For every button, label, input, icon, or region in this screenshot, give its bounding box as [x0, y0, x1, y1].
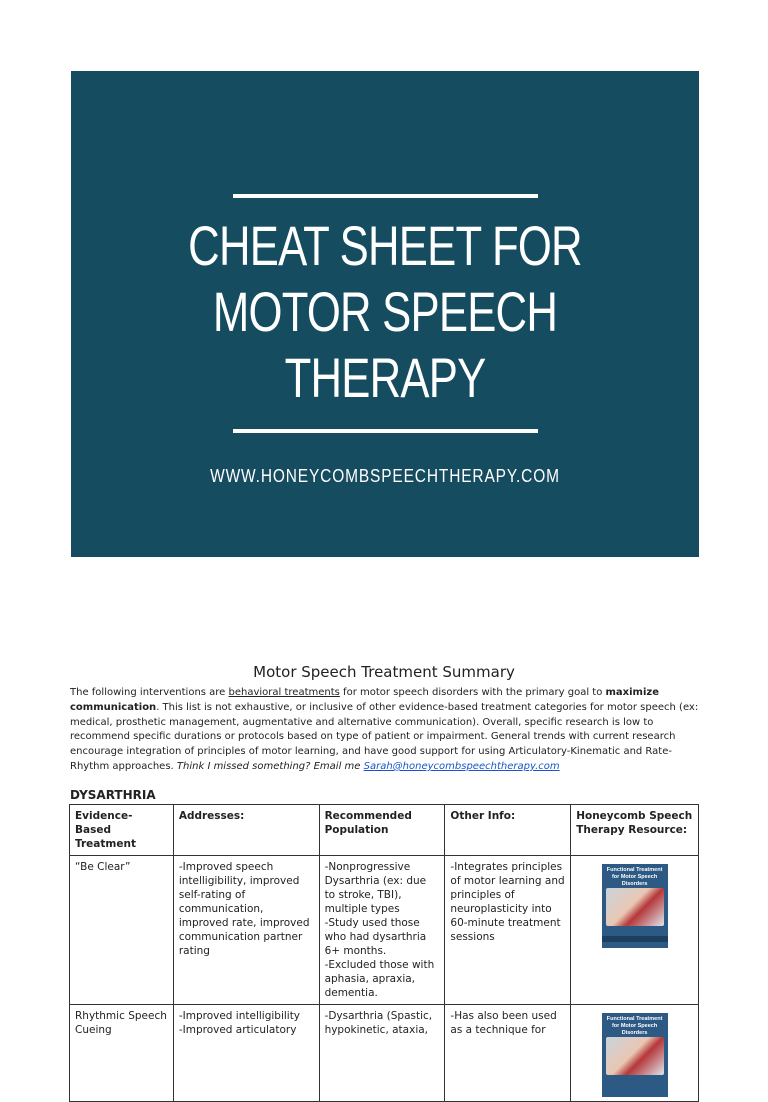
cover-banner: [71, 71, 699, 557]
intro-text-3: . This list is not exhaustive, or inclusive of other evidence-based treatment categories for motor speech (ex: medical, prosthetic management, augmentative and alternative communication). Overall, specific research is low to recommend specific durations or protocols based on type of patient or impairment. General trends with current research encourage integration of principles of motor learning, and have good support for using Articulatory-Kinematic and Rate-Rhythm approaches.: [70, 701, 699, 772]
banner-title-line-1: CHEAT SHEET FOR: [188, 214, 582, 277]
banner-title: [140, 213, 630, 411]
cell-other-info: -Has also been used as a technique for: [445, 1005, 571, 1102]
table-row: [70, 856, 699, 1005]
banner-rule-top: [233, 194, 538, 198]
cell-resource: [571, 1005, 699, 1102]
banner-title-line-2: MOTOR SPEECH: [212, 280, 558, 343]
book-cover-image: [606, 888, 664, 926]
table-row: [70, 1005, 699, 1102]
intro-bold: maximize communication: [70, 687, 660, 713]
banner-rule-bottom: [233, 429, 538, 433]
cell-addresses: -Improved speech intelligibility, improved self-rating of communication, improved rate, improved communication partner rating: [173, 856, 319, 1005]
intro-text-2: for motor speech disorders with the primary goal to: [339, 687, 606, 698]
summary-title: Motor Speech Treatment Summary: [253, 663, 515, 681]
resource-book-cover[interactable]: [602, 864, 668, 948]
header-other-info: Other Info:: [445, 805, 571, 856]
table-header-row: [70, 805, 699, 856]
cell-resource: [571, 856, 699, 1005]
book-cover-title: Functional Treatment for Motor Speech Disorders: [606, 1016, 663, 1036]
dysarthria-table: [69, 804, 699, 1102]
cell-treatment: “Be Clear”: [70, 856, 174, 1005]
header-treatment: Evidence-Based Treatment: [70, 805, 174, 856]
book-cover-stripe: [602, 936, 668, 942]
dysarthria-heading: DYSARTHRIA: [70, 788, 156, 802]
cell-population: -Nonprogressive Dysarthria (ex: due to stroke, TBI), multiple types -Study used those who had dysarthria 6+ months. -Excluded those with aphasia, apraxia, dementia.: [319, 856, 445, 1005]
intro-italic: Think I missed something? Email me: [176, 760, 364, 772]
header-addresses: Addresses:: [173, 805, 319, 856]
cell-population: -Dysarthria (Spastic, hypokinetic, ataxia,: [319, 1005, 445, 1102]
intro-paragraph: [70, 686, 702, 775]
intro-text-1: The following interventions are: [70, 687, 229, 698]
header-population: Recommended Population: [319, 805, 445, 856]
book-cover-image: [606, 1037, 664, 1075]
book-cover-title: Functional Treatment for Motor Speech Disorders: [606, 867, 663, 887]
cell-addresses: -Improved intelligibility -Improved articulatory: [173, 1005, 319, 1102]
header-resource: Honeycomb Speech Therapy Resource:: [571, 805, 699, 856]
intro-underlined: behavioral treatments: [228, 687, 340, 698]
banner-title-line-3: THERAPY: [284, 346, 486, 409]
cell-other-info: -Integrates principles of motor learning and principles of neuroplasticity into 60-minute treatment sessions: [445, 856, 571, 1005]
banner-url: WWW.HONEYCOMBSPEECHTHERAPY.COM: [210, 466, 560, 486]
resource-book-cover[interactable]: [602, 1013, 668, 1097]
cell-treatment: Rhythmic Speech Cueing: [70, 1005, 174, 1102]
email-link[interactable]: Sarah@honeycombspeechtherapy.com: [363, 760, 560, 772]
